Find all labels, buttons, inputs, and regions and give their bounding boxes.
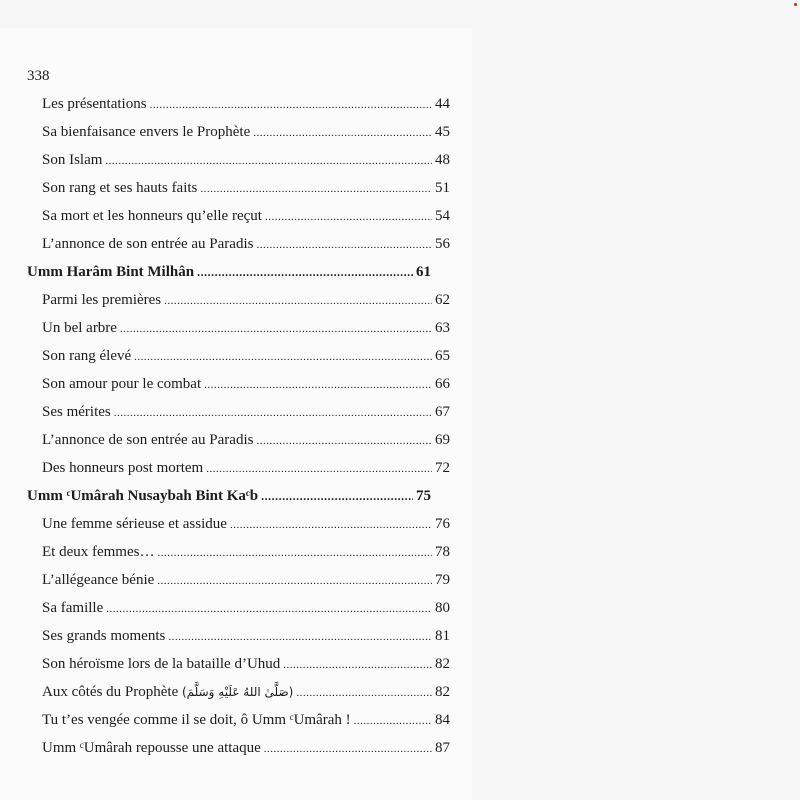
toc-chapter-title: Umm Harâm Bint Milhân	[27, 264, 195, 280]
toc-entry	[42, 208, 450, 232]
toc-entry-page: 87	[435, 740, 450, 756]
dot-leader	[264, 743, 432, 755]
dot-leader	[168, 631, 432, 643]
toc-entry-title: Et deux femmes…	[42, 544, 155, 560]
toc-entry-title: L’annonce de son entrée au Paradis	[42, 432, 254, 448]
toc-entry-title: Son héroïsme lors de la bataille d’Uhud	[42, 656, 281, 672]
dot-leader	[134, 351, 432, 363]
toc-entry-page: 63	[435, 320, 450, 336]
dot-leader	[230, 519, 432, 531]
red-dot-mark	[794, 3, 797, 6]
toc-entry-title: Son amour pour le combat	[42, 376, 202, 392]
toc-entry-page: 72	[435, 460, 450, 476]
toc-entry-page: 82	[435, 656, 450, 672]
toc-entry-page: 84	[435, 712, 450, 728]
dot-leader	[200, 183, 432, 195]
toc-entry	[42, 376, 450, 400]
toc-entry-title: Un bel arbre	[42, 320, 117, 336]
toc-entry	[42, 432, 450, 456]
toc-chapter-page: 75	[416, 488, 431, 504]
toc-entry	[42, 740, 450, 764]
dot-leader	[261, 489, 413, 504]
toc-entry	[42, 628, 450, 652]
dot-leader	[204, 379, 432, 391]
toc-entry-page: 56	[435, 236, 450, 252]
toc-chapter-title: Umm ᶜUmârah Nusaybah Bint Kaᶜb	[27, 488, 259, 504]
toc-entry-page: 69	[435, 432, 450, 448]
dot-leader	[265, 211, 432, 223]
toc-entry	[42, 236, 450, 260]
toc-chapter-page: 61	[416, 264, 431, 280]
toc-entry-page: 82	[435, 684, 450, 700]
toc-entry	[42, 320, 450, 344]
dot-leader	[120, 323, 432, 335]
toc-entry-title: Son Islam	[42, 152, 103, 168]
toc-entry-page: 67	[435, 404, 450, 420]
toc-entry-page: 79	[435, 572, 450, 588]
toc-entry-title: Umm ᶜUmârah repousse une attaque	[42, 740, 261, 756]
toc-entry-title: Sa bienfaisance envers le Prophète	[42, 124, 251, 140]
toc-entry-page: 66	[435, 376, 450, 392]
dot-leader	[256, 435, 432, 447]
page-number: 338	[27, 68, 50, 84]
toc-entry-page: 44	[435, 96, 450, 112]
toc-entry	[42, 460, 450, 484]
toc-entry	[42, 180, 450, 204]
toc-entry-title: Tu t’es vengée comme il se doit, ô Umm ᶜUmârah !	[42, 712, 351, 728]
toc-entry-title: L’annonce de son entrée au Paradis	[42, 236, 254, 252]
toc-entry	[42, 348, 450, 372]
dot-leader	[296, 687, 432, 699]
toc-entry-page: 54	[435, 208, 450, 224]
toc-entry-title: Ses mérites	[42, 404, 111, 420]
dot-leader	[354, 715, 432, 727]
toc-entry-title: L’allégeance bénie	[42, 572, 155, 588]
toc-entry-title: Ses grands moments	[42, 628, 166, 644]
toc-entry	[42, 404, 450, 428]
toc-entry	[42, 544, 450, 568]
toc-entry-page: 80	[435, 600, 450, 616]
dot-leader	[197, 265, 413, 280]
dot-leader	[114, 407, 432, 419]
toc-entry	[42, 96, 450, 120]
dot-leader	[164, 295, 432, 307]
toc-entry-title: Son rang élevé	[42, 348, 132, 364]
toc-entry	[42, 600, 450, 624]
toc-entry-title: Parmi les premières	[42, 292, 162, 308]
toc-entry	[42, 124, 450, 148]
toc-entry-title: Les présentations	[42, 96, 147, 112]
toc-entry-page: 65	[435, 348, 450, 364]
toc-entry	[42, 292, 450, 316]
dot-leader	[283, 659, 432, 671]
toc-entry	[42, 656, 450, 680]
honorific-text: (صَلَّىٰ اللهُ عَلَيْهِ وَسَلَّمَ)	[181, 685, 294, 699]
toc-entry-title-text: Aux côtés du Prophète	[42, 684, 179, 700]
toc-entry-title: Sa famille	[42, 600, 104, 616]
toc-entry-title	[42, 684, 293, 701]
dot-leader	[157, 547, 432, 559]
toc-entry-page: 76	[435, 516, 450, 532]
dot-leader	[206, 463, 432, 475]
toc-entry	[42, 712, 450, 736]
toc-chapter-heading	[27, 264, 431, 288]
dot-leader	[253, 127, 432, 139]
toc-chapter-heading	[27, 488, 431, 512]
toc-entry-page: 78	[435, 544, 450, 560]
toc-entry-title: Sa mort et les honneurs qu’elle reçut	[42, 208, 262, 224]
dot-leader	[105, 155, 432, 167]
dot-leader	[256, 239, 432, 251]
toc-entry-title: Des honneurs post mortem	[42, 460, 204, 476]
toc-entry-page: 51	[435, 180, 450, 196]
toc-entry-page: 45	[435, 124, 450, 140]
toc-entry	[42, 684, 450, 708]
dot-leader	[106, 603, 432, 615]
toc-entry	[42, 572, 450, 596]
toc-entry-page: 48	[435, 152, 450, 168]
dot-leader	[150, 99, 432, 111]
toc-entry-title: Son rang et ses hauts faits	[42, 180, 198, 196]
toc-entry	[42, 152, 450, 176]
dot-leader	[157, 575, 432, 587]
toc-entry-title: Une femme sérieuse et assidue	[42, 516, 227, 532]
toc-entry-page: 81	[435, 628, 450, 644]
book-page	[0, 28, 472, 800]
toc-entry	[42, 516, 450, 540]
toc-entry-page: 62	[435, 292, 450, 308]
